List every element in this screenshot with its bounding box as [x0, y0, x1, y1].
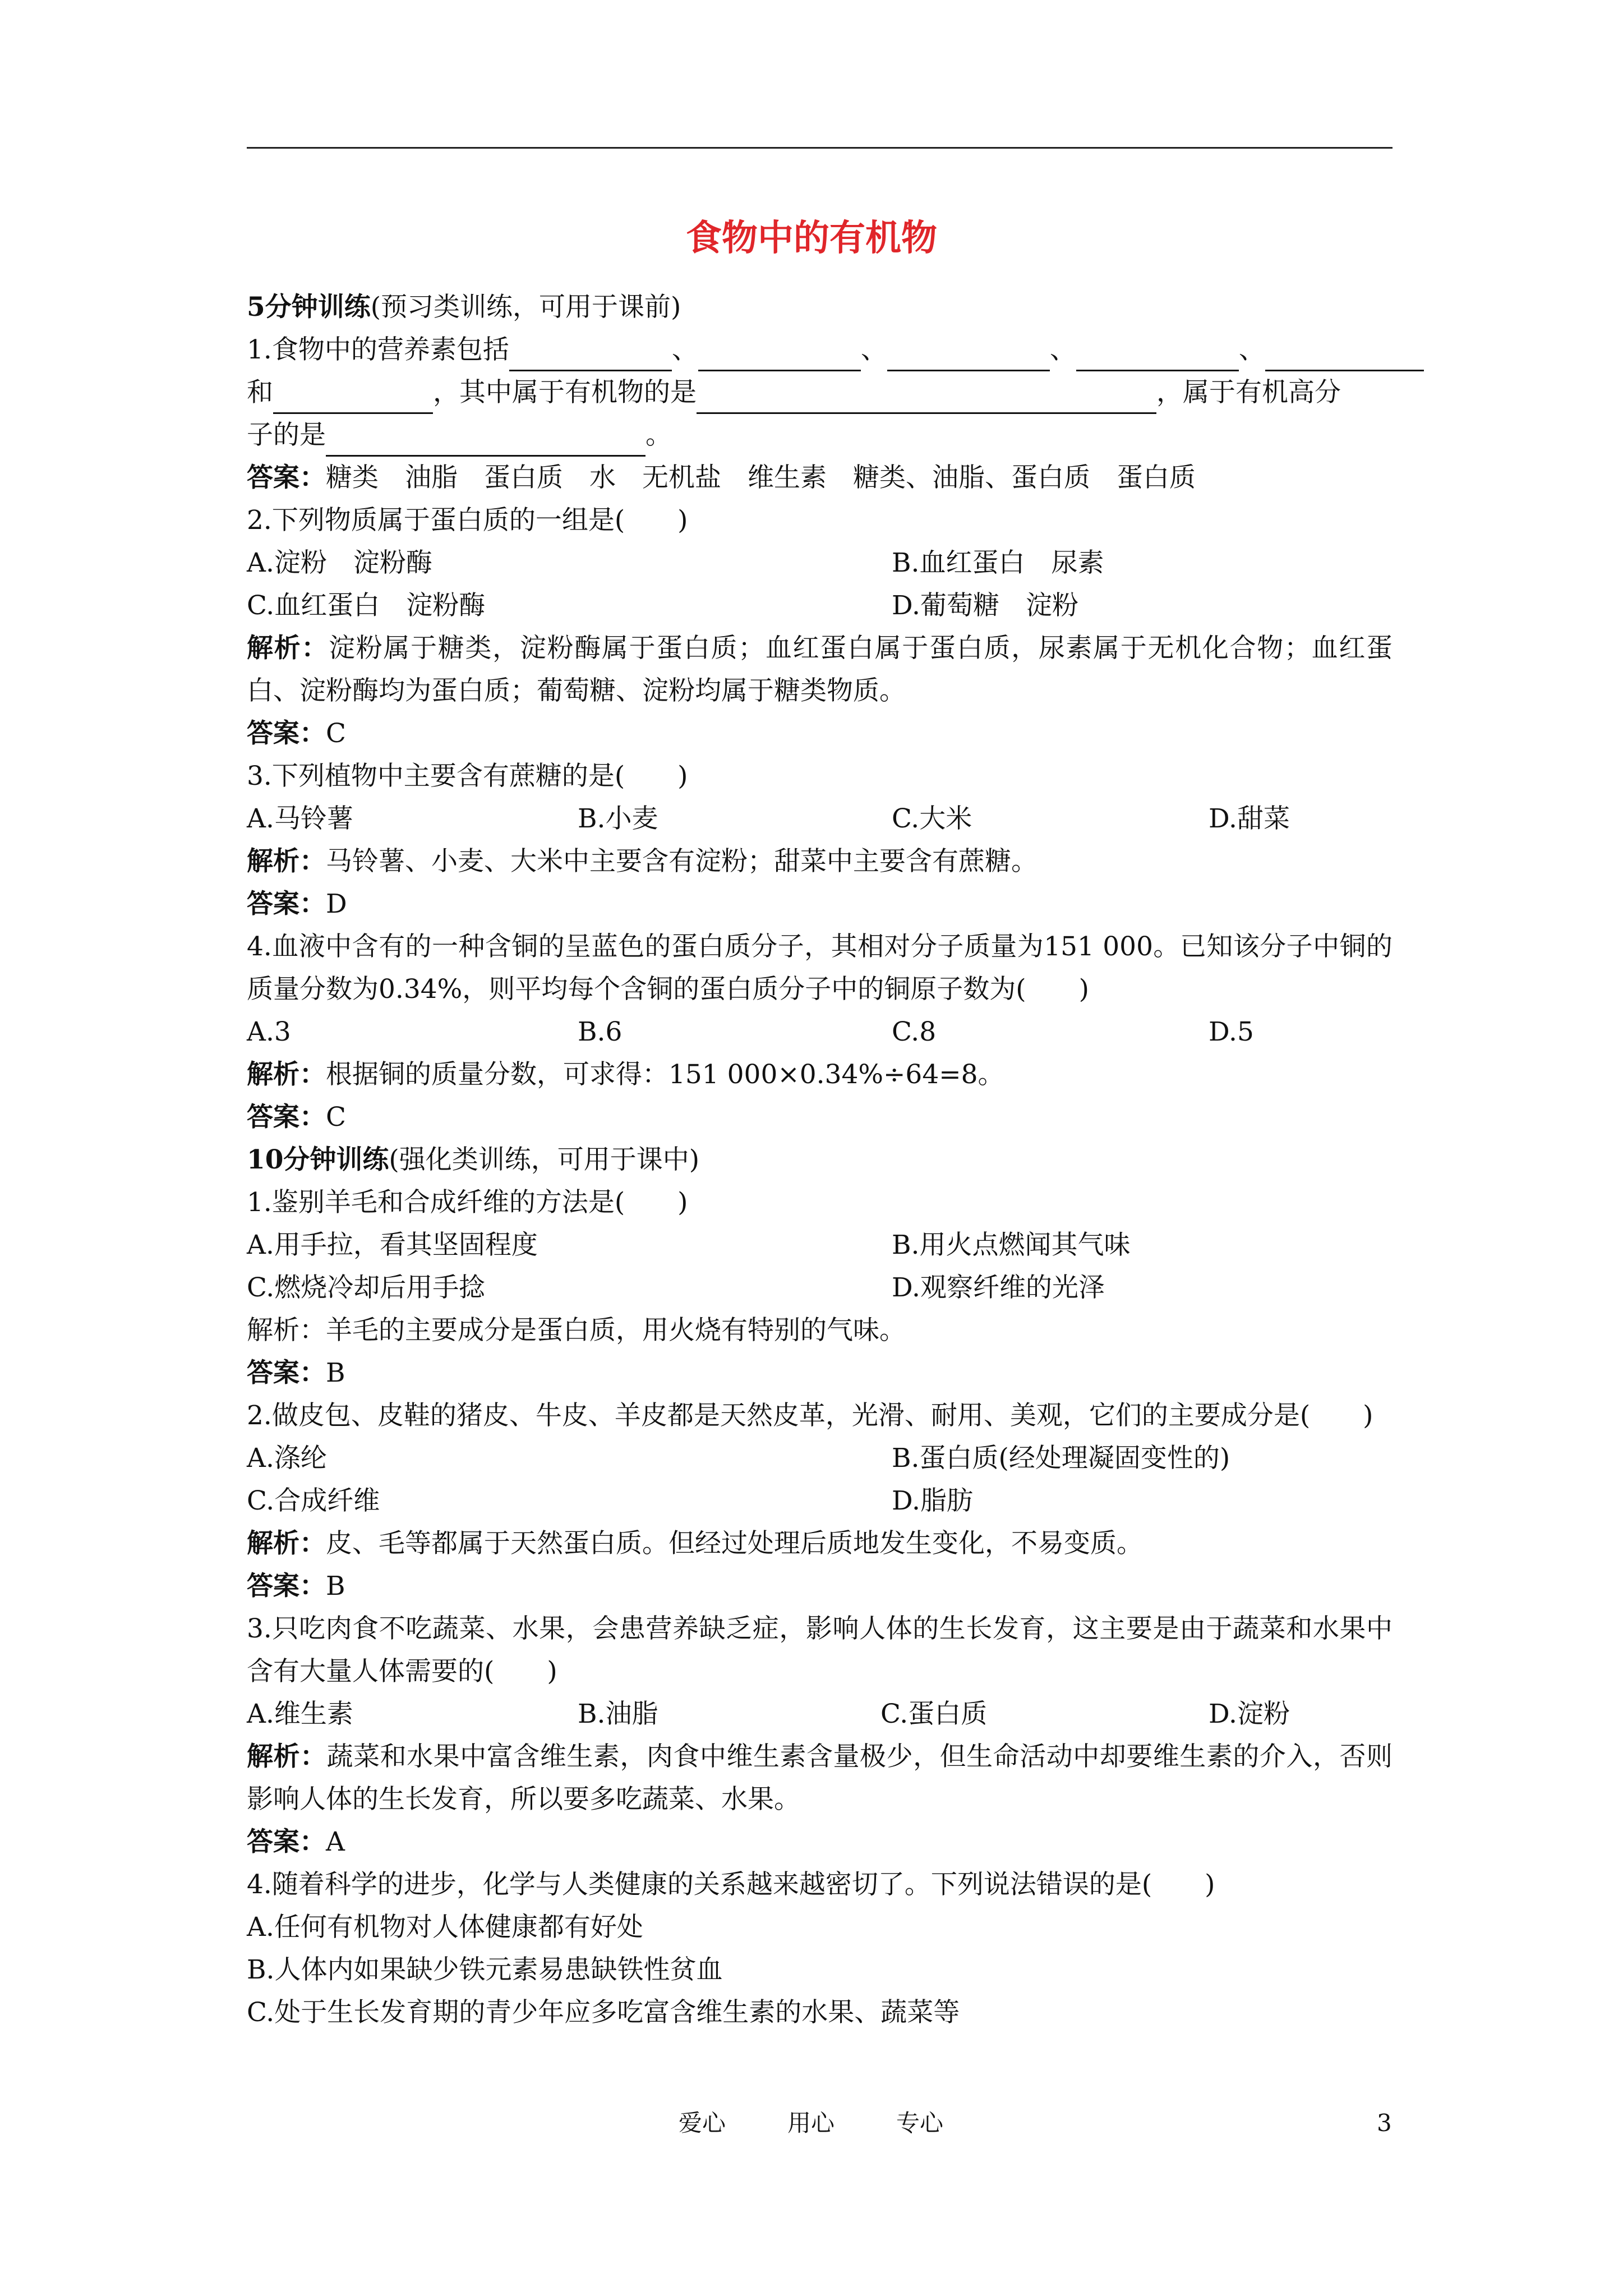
option-a: A.淀粉 淀粉酶 — [247, 547, 432, 578]
answer-text: B — [326, 1358, 345, 1388]
question-text: ，属于有机高分 — [1156, 377, 1341, 408]
options-row — [247, 1693, 1393, 1736]
question-4: 4.血液中含有的一种含铜的呈蓝色的蛋白质分子，其相对分子质量为151 000。已知该分子中铜的质量分数为0.34%，则平均每个含铜的蛋白质分子中的铜原子数为( ) — [247, 931, 1393, 1005]
answer-2 — [247, 1565, 1393, 1608]
option-d: D.观察纤维的光泽 — [892, 1272, 1105, 1303]
section-heading-note: (强化类训练，可用于课中) — [389, 1144, 700, 1175]
question-4: 4.随着科学的进步，化学与人类健康的关系越来越密切了。下列说法错误的是( ) — [247, 1869, 1215, 1900]
question-3: 3.只吃肉食不吃蔬菜、水果，会患营养缺乏症，影响人体的生长发育，这主要是由于蔬菜和水果中含有大量人体需要的( ) — [247, 1613, 1393, 1687]
question-1-line-3 — [247, 414, 1393, 457]
options-row — [247, 1480, 1393, 1522]
explanation-label: 解析： — [247, 1741, 327, 1772]
answer-3 — [247, 1821, 1393, 1864]
option-c: C.8 — [892, 1016, 937, 1047]
question-3: 3.下列植物中主要含有蔗糖的是( ) — [247, 761, 688, 792]
options-row — [247, 1224, 1393, 1267]
options-row — [247, 585, 1393, 627]
answer-text: B — [326, 1571, 345, 1602]
question-2: 2.下列物质属于蛋白质的一组是( ) — [247, 505, 688, 536]
header-rule — [247, 147, 1393, 149]
options-row — [247, 542, 1393, 585]
option-b: B.人体内如果缺少铁元素易患缺铁性贫血 — [247, 1954, 723, 1985]
question-text: 。 — [645, 420, 672, 450]
answer-label: 答案： — [247, 1102, 326, 1133]
section-heading-10min — [247, 1139, 1393, 1181]
document-body — [247, 286, 1393, 2034]
option-b: B.小麦 — [578, 803, 658, 834]
explanation-3 — [247, 1736, 1393, 1821]
option-d: D.甜菜 — [1209, 803, 1290, 834]
option-a: A.任何有机物对人体健康都有好处 — [247, 1912, 643, 1943]
fill-blank — [1076, 338, 1239, 371]
answer-text: C — [326, 718, 346, 749]
option-c: C.合成纤维 — [247, 1485, 380, 1516]
options-row — [247, 1267, 1393, 1309]
question-1-line-2 — [247, 371, 1393, 414]
separator: 、 — [1238, 334, 1265, 365]
footer-word: 爱心 — [679, 2109, 726, 2137]
answer-label: 答案： — [247, 462, 326, 493]
answer-3 — [247, 883, 1393, 926]
explanation-text: 蔬菜和水果中富含维生素，肉食中维生素含量极少，但生命活动中却要维生素的介入，否则影响人体的生长发育，所以要多吃蔬菜、水果。 — [247, 1741, 1393, 1815]
question-text: ，其中属于有机物的是 — [433, 377, 697, 408]
explanation-label: 解析： — [247, 1059, 326, 1090]
option-a: A.涤纶 — [247, 1443, 327, 1474]
option-d: D.5 — [1209, 1016, 1254, 1047]
question-1-line-1 — [247, 329, 1393, 371]
fill-blank — [698, 338, 861, 371]
answer-label: 答案： — [247, 1826, 326, 1857]
options-row — [247, 1437, 1393, 1480]
answer-label: 答案： — [247, 718, 326, 749]
option-c: C.燃烧冷却后用手捻 — [247, 1272, 486, 1303]
explanation-1 — [247, 1309, 1393, 1352]
answer-text: A — [326, 1826, 345, 1857]
option-d: D.脂肪 — [892, 1485, 973, 1516]
fill-blank — [509, 338, 672, 371]
separator: 、 — [860, 334, 887, 365]
separator: 、 — [671, 334, 698, 365]
fill-blank — [326, 424, 645, 457]
option-c: C.血红蛋白 淀粉酶 — [247, 590, 486, 621]
section-heading: 10分钟训练 — [247, 1144, 389, 1175]
explanation-text: 皮、毛等都属于天然蛋白质。但经过处理后质地发生变化，不易变质。 — [326, 1528, 1143, 1559]
separator: 、 — [1049, 334, 1076, 365]
explanation-text: 根据铜的质量分数，可求得：151 000×0.34%÷64=8。 — [326, 1059, 1004, 1090]
footer-word: 用心 — [787, 2109, 835, 2137]
answer-2 — [247, 712, 1393, 755]
option-b: B.6 — [578, 1016, 623, 1047]
answer-4 — [247, 1096, 1393, 1139]
option-d: D.葡萄糖 淀粉 — [892, 590, 1078, 621]
answer-1 — [247, 457, 1393, 499]
option-a: A.3 — [247, 1016, 291, 1047]
page-number: 3 — [1377, 2109, 1392, 2137]
option-b: B.用火点燃闻其气味 — [892, 1230, 1131, 1260]
option-c: C.处于生长发育期的青少年应多吃富含维生素的水果、蔬菜等 — [247, 1997, 960, 2028]
question-text: 子的是 — [247, 420, 326, 450]
answer-1 — [247, 1352, 1393, 1395]
option-c: C.蛋白质 — [880, 1699, 988, 1729]
explanation-4 — [247, 1053, 1393, 1096]
section-heading-5min — [247, 286, 1393, 329]
question-1: 1.鉴别羊毛和合成纤维的方法是( ) — [247, 1187, 688, 1218]
explanation-text: 马铃薯、小麦、大米中主要含有淀粉；甜菜中主要含有蔗糖。 — [326, 846, 1038, 877]
section-heading-note: (预习类训练，可用于课前) — [370, 292, 681, 323]
answer-text: D — [326, 889, 347, 919]
option-a: A.维生素 — [247, 1699, 353, 1729]
explanation-text: 羊毛的主要成分是蛋白质，用火烧有特别的气味。 — [326, 1315, 906, 1346]
fill-blank — [697, 381, 1156, 414]
footer-motto — [679, 2106, 943, 2140]
answer-label: 答案： — [247, 889, 326, 919]
explanation-label: 解析： — [247, 1315, 326, 1346]
option-c: C.大米 — [892, 803, 972, 834]
fill-blank — [273, 381, 433, 414]
option-d: D.淀粉 — [1209, 1699, 1290, 1729]
page-footer — [0, 2106, 1623, 2140]
explanation-text: 淀粉属于糖类，淀粉酶属于蛋白质；血红蛋白属于蛋白质，尿素属于无机化合物；血红蛋白、淀粉酶均为蛋白质；葡萄糖、淀粉均属于糖类物质。 — [247, 633, 1393, 706]
option-a: A.马铃薯 — [247, 803, 353, 834]
fill-blank — [1265, 338, 1424, 371]
explanation-label: 解析： — [247, 1528, 326, 1559]
answer-text: 糖类 油脂 蛋白质 水 无机盐 维生素 糖类、油脂、蛋白质 蛋白质 — [326, 462, 1196, 493]
page-title: 食物中的有机物 — [686, 217, 937, 259]
explanation-3 — [247, 840, 1393, 883]
option-b: B.蛋白质(经处理凝固变性的) — [892, 1443, 1230, 1474]
question-text: 和 — [247, 377, 273, 408]
question-text: 1.食物中的营养素包括 — [247, 334, 509, 365]
options-row — [247, 798, 1393, 840]
option-b: B.油脂 — [578, 1699, 658, 1729]
explanation-label: 解析： — [247, 846, 326, 877]
question-2: 2.做皮包、皮鞋的猪皮、牛皮、羊皮都是天然皮革，光滑、耐用、美观，它们的主要成分是( ) — [247, 1400, 1373, 1431]
option-b: B.血红蛋白 尿素 — [892, 547, 1104, 578]
explanation-label: 解析： — [247, 633, 329, 664]
section-heading: 5分钟训练 — [247, 292, 371, 323]
answer-label: 答案： — [247, 1358, 326, 1388]
explanation-2 — [247, 1522, 1393, 1565]
footer-word: 专心 — [896, 2109, 944, 2137]
option-a: A.用手拉，看其坚固程度 — [247, 1230, 538, 1260]
options-row — [247, 1011, 1393, 1053]
answer-text: C — [326, 1102, 346, 1133]
answer-label: 答案： — [247, 1571, 326, 1602]
explanation-2 — [247, 627, 1393, 712]
fill-blank — [887, 338, 1050, 371]
